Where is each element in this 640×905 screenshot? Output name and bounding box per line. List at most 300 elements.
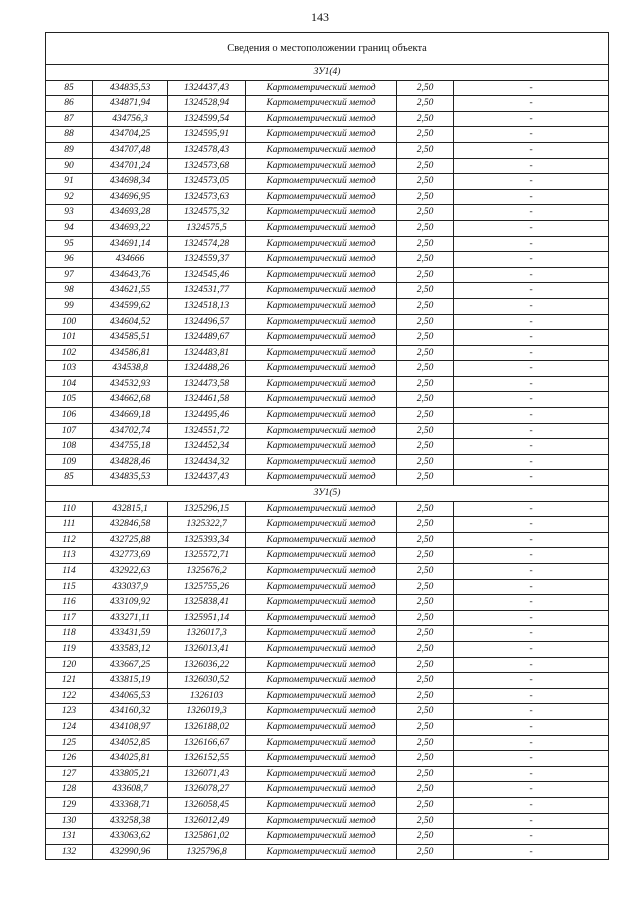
description-cell: - [454,579,609,595]
method-cell: Картометрический метод [246,595,397,611]
x-coordinate-cell: 434871,94 [93,96,168,112]
section-header-row [46,65,609,81]
y-coordinate-cell: 1326152,55 [168,751,246,767]
y-coordinate-cell: 1325676,2 [168,564,246,580]
method-cell: Картометрический метод [246,532,397,548]
point-number-cell: 91 [46,174,93,190]
table-row [46,501,609,517]
description-cell: - [454,392,609,408]
page-number: 143 [311,10,329,24]
method-cell: Картометрический метод [246,220,397,236]
accuracy-cell: 2,50 [397,174,454,190]
accuracy-cell: 2,50 [397,111,454,127]
point-number-cell: 124 [46,719,93,735]
x-coordinate-cell: 434756,3 [93,111,168,127]
description-cell: - [454,844,609,860]
point-number-cell: 86 [46,96,93,112]
y-coordinate-cell: 1325861,02 [168,829,246,845]
method-cell: Картометрический метод [246,298,397,314]
y-coordinate-cell: 1324575,5 [168,220,246,236]
description-cell: - [454,283,609,299]
table-row [46,330,609,346]
accuracy-cell: 2,50 [397,142,454,158]
x-coordinate-cell: 434696,95 [93,189,168,205]
table-row [46,361,609,377]
x-coordinate-cell: 432725,88 [93,532,168,548]
x-coordinate-cell: 433583,12 [93,641,168,657]
x-coordinate-cell: 434025,81 [93,751,168,767]
y-coordinate-cell: 1324595,91 [168,127,246,143]
y-coordinate-cell: 1324437,43 [168,470,246,486]
point-number-cell: 114 [46,564,93,580]
section-header-row [46,486,609,502]
accuracy-cell: 2,50 [397,813,454,829]
table-row [46,127,609,143]
description-cell: - [454,517,609,533]
y-coordinate-cell: 1326166,67 [168,735,246,751]
table-row [46,829,609,845]
point-number-cell: 85 [46,80,93,96]
table-row [46,782,609,798]
table-row [46,283,609,299]
y-coordinate-cell: 1324434,32 [168,454,246,470]
accuracy-cell: 2,50 [397,704,454,720]
accuracy-cell: 2,50 [397,345,454,361]
point-number-cell: 119 [46,641,93,657]
accuracy-cell: 2,50 [397,688,454,704]
x-coordinate-cell: 433368,71 [93,797,168,813]
method-cell: Картометрический метод [246,735,397,751]
table-row [46,174,609,190]
x-coordinate-cell: 432990,96 [93,844,168,860]
accuracy-cell: 2,50 [397,548,454,564]
table-row [46,766,609,782]
description-cell: - [454,719,609,735]
y-coordinate-cell: 1324528,94 [168,96,246,112]
y-coordinate-cell: 1324495,46 [168,408,246,424]
method-cell: Картометрический метод [246,470,397,486]
accuracy-cell: 2,50 [397,470,454,486]
point-number-cell: 93 [46,205,93,221]
accuracy-cell: 2,50 [397,610,454,626]
y-coordinate-cell: 1324461,58 [168,392,246,408]
description-cell: - [454,548,609,564]
table-row [46,688,609,704]
point-number-cell: 90 [46,158,93,174]
accuracy-cell: 2,50 [397,454,454,470]
y-coordinate-cell: 1324573,63 [168,189,246,205]
point-number-cell: 106 [46,408,93,424]
point-number-cell: 132 [46,844,93,860]
table-row [46,735,609,751]
table-row [46,564,609,580]
point-number-cell: 94 [46,220,93,236]
point-number-cell: 117 [46,610,93,626]
table-row [46,158,609,174]
x-coordinate-cell: 434532,93 [93,376,168,392]
description-cell: - [454,532,609,548]
method-cell: Картометрический метод [246,345,397,361]
accuracy-cell: 2,50 [397,392,454,408]
point-number-cell: 107 [46,423,93,439]
y-coordinate-cell: 1326017,3 [168,626,246,642]
method-cell: Картометрический метод [246,657,397,673]
point-number-cell: 126 [46,751,93,767]
table-row [46,345,609,361]
description-cell: - [454,470,609,486]
point-number-cell: 115 [46,579,93,595]
description-cell: - [454,80,609,96]
table-row [46,657,609,673]
table-row [46,610,609,626]
method-cell: Картометрический метод [246,96,397,112]
method-cell: Картометрический метод [246,283,397,299]
point-number-cell: 120 [46,657,93,673]
y-coordinate-cell: 1324574,28 [168,236,246,252]
x-coordinate-cell: 434108,97 [93,719,168,735]
accuracy-cell: 2,50 [397,829,454,845]
method-cell: Картометрический метод [246,688,397,704]
table-row [46,408,609,424]
description-cell: - [454,236,609,252]
accuracy-cell: 2,50 [397,80,454,96]
accuracy-cell: 2,50 [397,532,454,548]
point-number-cell: 88 [46,127,93,143]
table-row [46,423,609,439]
method-cell: Картометрический метод [246,236,397,252]
table-title: Сведения о местоположении границ объекта [46,33,609,65]
description-cell: - [454,96,609,112]
section-label: ЗУ1(4) [46,65,609,81]
method-cell: Картометрический метод [246,267,397,283]
x-coordinate-cell: 433271,11 [93,610,168,626]
method-cell: Картометрический метод [246,80,397,96]
description-cell: - [454,688,609,704]
y-coordinate-cell: 1326030,52 [168,673,246,689]
table-row [46,844,609,860]
accuracy-cell: 2,50 [397,579,454,595]
description-cell: - [454,439,609,455]
method-cell: Картометрический метод [246,813,397,829]
y-coordinate-cell: 1325296,15 [168,501,246,517]
x-coordinate-cell: 434669,18 [93,408,168,424]
description-cell: - [454,361,609,377]
x-coordinate-cell: 434698,34 [93,174,168,190]
boundary-coordinates-table [45,32,609,860]
table-title-row [46,33,609,65]
description-cell: - [454,813,609,829]
point-number-cell: 118 [46,626,93,642]
description-cell: - [454,595,609,611]
point-number-cell: 110 [46,501,93,517]
method-cell: Картометрический метод [246,501,397,517]
description-cell: - [454,610,609,626]
table-row [46,298,609,314]
accuracy-cell: 2,50 [397,423,454,439]
y-coordinate-cell: 1324518,13 [168,298,246,314]
table-row [46,532,609,548]
accuracy-cell: 2,50 [397,376,454,392]
method-cell: Картометрический метод [246,564,397,580]
table-row [46,236,609,252]
table-row [46,252,609,268]
accuracy-cell: 2,50 [397,501,454,517]
x-coordinate-cell: 434585,51 [93,330,168,346]
y-coordinate-cell: 1324489,67 [168,330,246,346]
x-coordinate-cell: 434586,81 [93,345,168,361]
accuracy-cell: 2,50 [397,361,454,377]
y-coordinate-cell: 1324488,26 [168,361,246,377]
description-cell: - [454,735,609,751]
table-row [46,548,609,564]
point-number-cell: 96 [46,252,93,268]
x-coordinate-cell: 432846,58 [93,517,168,533]
x-coordinate-cell: 434621,55 [93,283,168,299]
table-row [46,813,609,829]
table-row [46,579,609,595]
accuracy-cell: 2,50 [397,641,454,657]
table-row [46,205,609,221]
point-number-cell: 109 [46,454,93,470]
accuracy-cell: 2,50 [397,439,454,455]
description-cell: - [454,408,609,424]
accuracy-cell: 2,50 [397,330,454,346]
accuracy-cell: 2,50 [397,267,454,283]
accuracy-cell: 2,50 [397,314,454,330]
method-cell: Картометрический метод [246,158,397,174]
description-cell: - [454,267,609,283]
description-cell: - [454,158,609,174]
method-cell: Картометрический метод [246,626,397,642]
method-cell: Картометрический метод [246,205,397,221]
table-row [46,673,609,689]
accuracy-cell: 2,50 [397,564,454,580]
x-coordinate-cell: 433815,19 [93,673,168,689]
x-coordinate-cell: 432922,63 [93,564,168,580]
point-number-cell: 111 [46,517,93,533]
point-number-cell: 125 [46,735,93,751]
x-coordinate-cell: 434704,25 [93,127,168,143]
description-cell: - [454,252,609,268]
description-cell: - [454,220,609,236]
point-number-cell: 123 [46,704,93,720]
method-cell: Картометрический метод [246,641,397,657]
table-row [46,797,609,813]
x-coordinate-cell: 433805,21 [93,766,168,782]
x-coordinate-cell: 434662,68 [93,392,168,408]
point-number-cell: 92 [46,189,93,205]
x-coordinate-cell: 433063,62 [93,829,168,845]
point-number-cell: 105 [46,392,93,408]
point-number-cell: 103 [46,361,93,377]
method-cell: Картометрический метод [246,844,397,860]
description-cell: - [454,298,609,314]
y-coordinate-cell: 1324573,68 [168,158,246,174]
x-coordinate-cell: 434755,18 [93,439,168,455]
point-number-cell: 113 [46,548,93,564]
method-cell: Картометрический метод [246,314,397,330]
point-number-cell: 85 [46,470,93,486]
table-row [46,704,609,720]
y-coordinate-cell: 1324599,54 [168,111,246,127]
accuracy-cell: 2,50 [397,298,454,314]
description-cell: - [454,111,609,127]
description-cell: - [454,657,609,673]
y-coordinate-cell: 1326188,02 [168,719,246,735]
point-number-cell: 98 [46,283,93,299]
x-coordinate-cell: 433037,9 [93,579,168,595]
description-cell: - [454,423,609,439]
description-cell: - [454,501,609,517]
x-coordinate-cell: 434828,46 [93,454,168,470]
x-coordinate-cell: 433431,59 [93,626,168,642]
accuracy-cell: 2,50 [397,782,454,798]
x-coordinate-cell: 434666 [93,252,168,268]
table-body [46,33,609,860]
y-coordinate-cell: 1325393,34 [168,532,246,548]
y-coordinate-cell: 1324578,43 [168,142,246,158]
method-cell: Картометрический метод [246,751,397,767]
x-coordinate-cell: 434643,76 [93,267,168,283]
x-coordinate-cell: 434599,62 [93,298,168,314]
point-number-cell: 129 [46,797,93,813]
accuracy-cell: 2,50 [397,719,454,735]
method-cell: Картометрический метод [246,142,397,158]
method-cell: Картометрический метод [246,127,397,143]
table-row [46,111,609,127]
description-cell: - [454,127,609,143]
table-row [46,392,609,408]
method-cell: Картометрический метод [246,189,397,205]
x-coordinate-cell: 434604,52 [93,314,168,330]
description-cell: - [454,454,609,470]
table-row [46,96,609,112]
x-coordinate-cell: 434691,14 [93,236,168,252]
accuracy-cell: 2,50 [397,595,454,611]
point-number-cell: 112 [46,532,93,548]
x-coordinate-cell: 434052,85 [93,735,168,751]
point-number-cell: 101 [46,330,93,346]
description-cell: - [454,782,609,798]
description-cell: - [454,829,609,845]
x-coordinate-cell: 433258,38 [93,813,168,829]
x-coordinate-cell: 434160,32 [93,704,168,720]
description-cell: - [454,641,609,657]
description-cell: - [454,673,609,689]
method-cell: Картометрический метод [246,392,397,408]
table-row [46,751,609,767]
point-number-cell: 95 [46,236,93,252]
description-cell: - [454,314,609,330]
y-coordinate-cell: 1324551,72 [168,423,246,439]
table-row [46,376,609,392]
y-coordinate-cell: 1324575,32 [168,205,246,221]
y-coordinate-cell: 1325755,26 [168,579,246,595]
table-row [46,517,609,533]
method-cell: Картометрический метод [246,610,397,626]
method-cell: Картометрический метод [246,111,397,127]
y-coordinate-cell: 1325951,14 [168,610,246,626]
method-cell: Картометрический метод [246,252,397,268]
method-cell: Картометрический метод [246,439,397,455]
table-row [46,189,609,205]
method-cell: Картометрический метод [246,797,397,813]
description-cell: - [454,376,609,392]
x-coordinate-cell: 434065,53 [93,688,168,704]
description-cell: - [454,142,609,158]
y-coordinate-cell: 1324531,77 [168,283,246,299]
table-row [46,80,609,96]
accuracy-cell: 2,50 [397,735,454,751]
description-cell: - [454,797,609,813]
table-row [46,641,609,657]
accuracy-cell: 2,50 [397,673,454,689]
x-coordinate-cell: 434835,53 [93,80,168,96]
method-cell: Картометрический метод [246,361,397,377]
point-number-cell: 102 [46,345,93,361]
method-cell: Картометрический метод [246,330,397,346]
method-cell: Картометрический метод [246,517,397,533]
accuracy-cell: 2,50 [397,657,454,673]
method-cell: Картометрический метод [246,829,397,845]
method-cell: Картометрический метод [246,704,397,720]
y-coordinate-cell: 1326058,45 [168,797,246,813]
description-cell: - [454,174,609,190]
table-row [46,439,609,455]
accuracy-cell: 2,50 [397,766,454,782]
point-number-cell: 89 [46,142,93,158]
y-coordinate-cell: 1324545,46 [168,267,246,283]
method-cell: Картометрический метод [246,719,397,735]
method-cell: Картометрический метод [246,673,397,689]
point-number-cell: 127 [46,766,93,782]
accuracy-cell: 2,50 [397,252,454,268]
x-coordinate-cell: 433109,92 [93,595,168,611]
method-cell: Картометрический метод [246,454,397,470]
x-coordinate-cell: 433608,7 [93,782,168,798]
x-coordinate-cell: 432773,69 [93,548,168,564]
table-row [46,142,609,158]
y-coordinate-cell: 1326019,3 [168,704,246,720]
accuracy-cell: 2,50 [397,283,454,299]
y-coordinate-cell: 1324496,57 [168,314,246,330]
y-coordinate-cell: 1326071,43 [168,766,246,782]
point-number-cell: 100 [46,314,93,330]
method-cell: Картометрический метод [246,579,397,595]
method-cell: Картометрический метод [246,782,397,798]
y-coordinate-cell: 1326012,49 [168,813,246,829]
accuracy-cell: 2,50 [397,189,454,205]
accuracy-cell: 2,50 [397,205,454,221]
table-row [46,719,609,735]
method-cell: Картометрический метод [246,174,397,190]
section-label: ЗУ1(5) [46,486,609,502]
accuracy-cell: 2,50 [397,127,454,143]
table-row [46,595,609,611]
accuracy-cell: 2,50 [397,220,454,236]
method-cell: Картометрический метод [246,408,397,424]
x-coordinate-cell: 433667,25 [93,657,168,673]
x-coordinate-cell: 432815,1 [93,501,168,517]
description-cell: - [454,766,609,782]
accuracy-cell: 2,50 [397,751,454,767]
description-cell: - [454,189,609,205]
table-row [46,454,609,470]
accuracy-cell: 2,50 [397,844,454,860]
y-coordinate-cell: 1324483,81 [168,345,246,361]
description-cell: - [454,330,609,346]
x-coordinate-cell: 434702,74 [93,423,168,439]
